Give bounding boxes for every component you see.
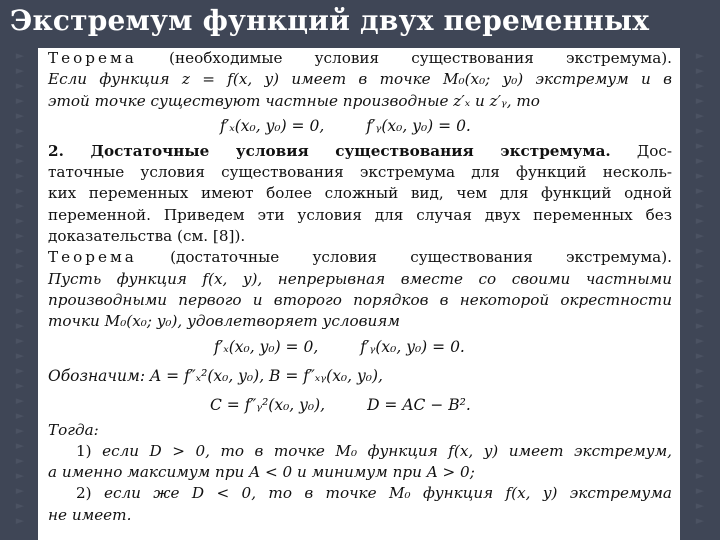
theorem-2-line-1: Пусть функция f(x, y), непрерывная вместе со своими частными xyxy=(48,269,672,288)
formula-fy: f′ᵧ(x₀, y₀) = 0. xyxy=(366,116,471,135)
case-2-line-2: не имеет. xyxy=(48,505,132,524)
theorem-1-line-2: этой точке существуют частные производные z′ₓ и z′ᵧ, то xyxy=(48,91,540,110)
decorative-arrow-pattern-right: ► ► ► ► ► ► ► ► ► ► ► ► ► ► ► ► ► ► ► ► ► ► ► ► ► ► ► ► ► ► ► ► xyxy=(695,49,705,527)
paragraph-line-3: переменной. Приведем эти условия для случая двух переменных без xyxy=(48,205,672,224)
paragraph-line-1: таточные условия существования экстремума для функций несколь- xyxy=(48,163,672,182)
theorem-label: Теорема xyxy=(48,248,137,267)
theorem-1-subtitle: (необходимые условия существования экстремума). xyxy=(169,49,673,67)
stationary-point-formula xyxy=(48,333,672,362)
case-2-line-1 xyxy=(48,483,672,504)
case-1-line-1 xyxy=(48,441,672,462)
formula-c: C = f″ᵧ²(x₀, y₀), xyxy=(210,395,326,414)
scanned-document-page xyxy=(38,48,680,540)
paragraph-line-4: доказательства (см. [8]). xyxy=(48,227,246,246)
section-2-heading xyxy=(48,141,672,162)
formula-d: D = AC − B². xyxy=(367,395,471,414)
paragraph-line-2: ких переменных имеют более сложный вид, чем для функций одной xyxy=(48,184,672,203)
theorem-2-heading xyxy=(48,247,672,268)
theorem-label: Теорема xyxy=(48,49,137,67)
theorem-1-line-1: Если функция z = f(x, y) имеет в точке M₀(x₀; y₀) экстремум и в xyxy=(48,70,672,89)
section-2-title: 2. Достаточные условия существования экстремума. xyxy=(48,141,611,160)
case-2-text: если же D < 0, то в точке M₀ функция f(x, y) экстремума xyxy=(103,484,672,503)
then-label: Тогда: xyxy=(48,420,99,439)
case-1-text: если D > 0, то в точке M₀ функция f(x, y) имеет экстремум, xyxy=(102,441,673,460)
section-2-heading-tail: Дос- xyxy=(636,141,673,160)
formula-fx: f′ₓ(x₀, y₀) = 0, xyxy=(214,337,319,356)
notation-formula-cd xyxy=(48,391,672,420)
case-1-number: 1) xyxy=(76,441,92,460)
notation-label: Обозначим: xyxy=(48,366,146,385)
theorem-2-subtitle: (достаточные условия существования экстремума). xyxy=(170,248,672,267)
formula-fx: f′ₓ(x₀, y₀) = 0, xyxy=(220,116,325,135)
theorem-2-line-3: точки M₀(x₀; y₀), удовлетворяет условиям xyxy=(48,312,400,331)
theorem-1-heading xyxy=(48,48,672,69)
formula-fy: f′ᵧ(x₀, y₀) = 0. xyxy=(360,337,465,356)
decorative-arrow-pattern-left: ► ► ► ► ► ► ► ► ► ► ► ► ► ► ► ► ► ► ► ► ► ► ► ► ► ► ► ► ► ► ► ► xyxy=(15,49,25,527)
slide-title: Экстремум функций двух переменных xyxy=(10,4,650,37)
notation-formula-ab xyxy=(48,362,672,391)
theorem-2-line-2: производными первого и второго порядков в некоторой окрестности xyxy=(48,290,672,309)
necessary-conditions-formula xyxy=(48,112,672,141)
formula-a-b: A = f″ₓ²(x₀, y₀), B = f″ₓᵧ(x₀, y₀), xyxy=(150,366,383,385)
case-2-number: 2) xyxy=(76,484,92,503)
case-1-line-2: а именно максимум при A < 0 и минимум при A > 0; xyxy=(48,463,475,482)
